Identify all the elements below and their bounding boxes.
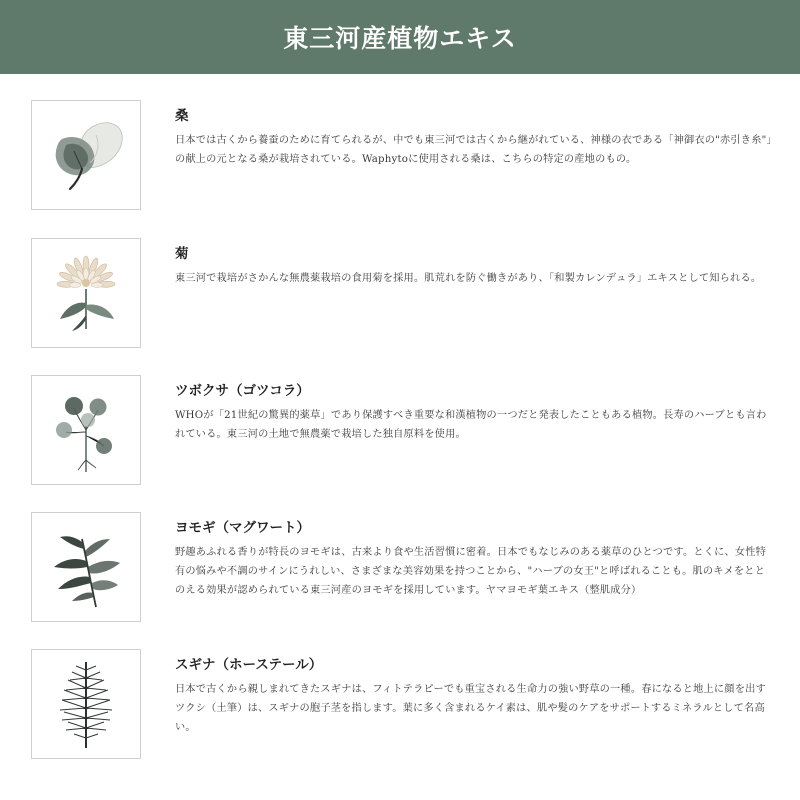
mugwort-icon: [36, 517, 136, 617]
page-title: 東三河産植物エキス: [283, 24, 517, 53]
page-header: [0, 0, 800, 74]
item-description: 東三河で栽培がさかんな無農薬栽培の食用菊を採用。肌荒れを防ぐ働きがあり、「和製カレンデュラ」エキスとして知られる。: [175, 273, 762, 284]
item-description: 日本では古くから養蚕のために育てられるが、中でも東三河では古くから継がれている、神様の衣である「神御衣の"赤引き糸"」の献上の元となる桑が栽培されている。Waphytoに使用される桑は、こちらの特定の産地のもの。: [175, 135, 772, 165]
plant-thumbnail: [31, 100, 141, 210]
horsetail-icon: [36, 654, 136, 754]
item-title: スギナ（ホーステール）: [175, 657, 323, 673]
item-title: 桑: [175, 108, 189, 124]
mulberry-leaf-icon: [36, 105, 136, 205]
chrysanthemum-icon: [36, 243, 136, 343]
list-item-mulberry: [0, 100, 800, 212]
item-title: 菊: [175, 246, 189, 262]
plant-thumbnail: [31, 512, 141, 622]
item-description: 日本で古くから親しまれてきたスギナは、フィトテラピーでも重宝される生命力の強い野草の一種。春になると地上に顔を出すツクシ（土筆）は、スギナの胞子茎を指します。葉に多く含まれるケイ素は、肌や髪のケアをサポートするミネラルとして名高い。: [175, 684, 766, 733]
item-description: WHOが「21世紀の驚異的薬草」であり保護すべき重要な和漢植物の一つだと発表したこともある植物。長寿のハーブとも言われている。東三河の土地で無農薬で栽培した独自原料を使用。: [175, 410, 767, 440]
list-item-chrysanthemum: [0, 238, 800, 350]
gotu-kola-icon: [36, 380, 136, 480]
item-title: ヨモギ（マグワート）: [175, 520, 310, 536]
plant-thumbnail: [31, 375, 141, 485]
item-description: 野趣あふれる香りが特長のヨモギは、古来より食や生活習慣に密着。日本でもなじみのある薬草のひとつです。とくに、女性特有の悩みや不調のサインにうれしい、さまざまな美容効果を持つことから、"ハーブの女王"と呼ばれることも。肌のキメをととのえる効果が認められている東三河産のヨモギを採用しています。ヤマヨモギ葉エキス（整肌成分）: [175, 547, 767, 596]
list-item-gotu-kola: [0, 375, 800, 487]
plant-thumbnail: [31, 649, 141, 759]
list-item-mugwort: [0, 512, 800, 624]
item-title: ツボクサ（ゴツコラ）: [175, 383, 310, 399]
plant-thumbnail: [31, 238, 141, 348]
list-item-horsetail: [0, 649, 800, 761]
